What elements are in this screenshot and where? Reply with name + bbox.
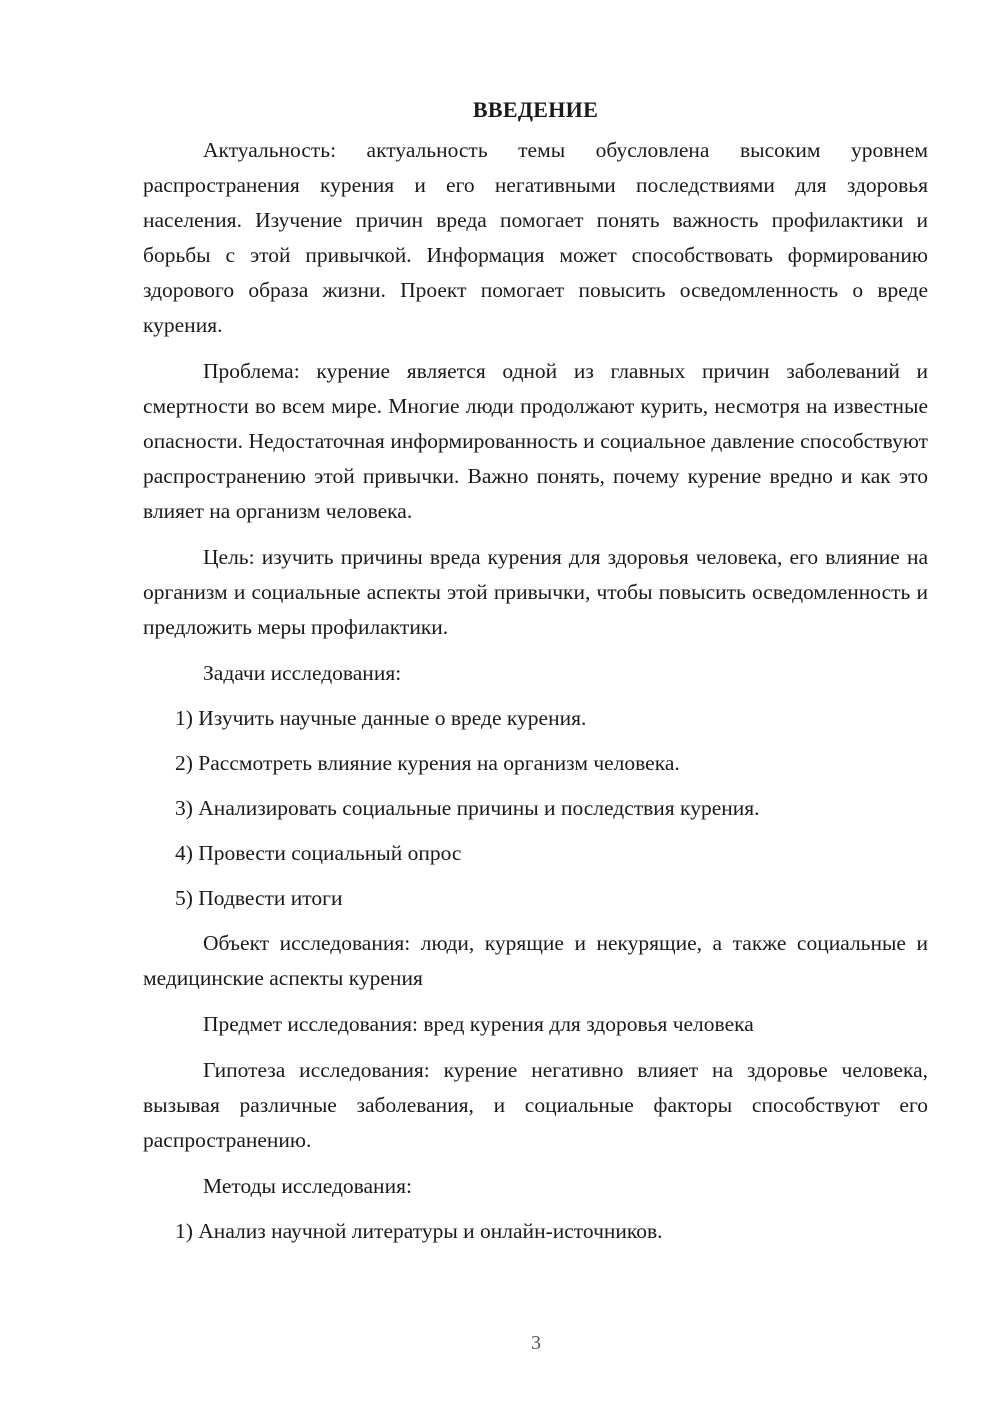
problem-paragraph: Проблема: курение является одной из главных причин заболеваний и смертности во всем мире. Многие люди продолжают курить, несмотря на известные опасности. Недостаточная информированность и социальное давление способствуют распространению этой привычки. Важно понять, почему курение вредно и как это влияет на организм человека. <box>143 359 928 523</box>
task-item: 3) Анализировать социальные причины и последствия курения. <box>175 796 760 820</box>
section-title: ВВЕДЕНИЕ <box>472 97 599 122</box>
tasks-label: Задачи исследования: <box>203 661 402 685</box>
task-item: 4) Провести социальный опрос <box>175 841 462 865</box>
tasks-list <box>143 701 928 916</box>
document-page <box>143 92 928 1259</box>
object-paragraph: Объект исследования: люди, курящие и некурящие, а также социальные и медицинские аспекты курения <box>143 931 928 990</box>
methods-label: Методы исследования: <box>203 1174 412 1198</box>
method-item: 1) Анализ научной литературы и онлайн-источников. <box>175 1219 663 1243</box>
page-number: 3 <box>531 1332 541 1354</box>
task-item: 2) Рассмотреть влияние курения на организм человека. <box>175 751 680 775</box>
relevance-paragraph: Актуальность: актуальность темы обусловлена высоким уровнем распространения курения и его негативными последствиями для здоровья населения. Изучение причин вреда помогает понять важность профилактики и борьбы с этой привычкой. Информация может способствовать формированию здорового образа жизни. Проект помогает повысить осведомленность о вреде курения. <box>143 138 928 337</box>
methods-list <box>143 1214 928 1249</box>
task-item: 5) Подвести итоги <box>175 886 343 910</box>
subject-paragraph: Предмет исследования: вред курения для здоровья человека <box>203 1012 754 1036</box>
hypothesis-paragraph: Гипотеза исследования: курение негативно влияет на здоровье человека, вызывая различные заболевания, и социальные факторы способствуют его распространению. <box>143 1058 928 1152</box>
task-item: 1) Изучить научные данные о вреде курения. <box>175 706 587 730</box>
goal-paragraph: Цель: изучить причины вреда курения для здоровья человека, его влияние на организм и социальные аспекты этой привычки, чтобы повысить осведомленность и предложить меры профилактики. <box>143 545 928 639</box>
